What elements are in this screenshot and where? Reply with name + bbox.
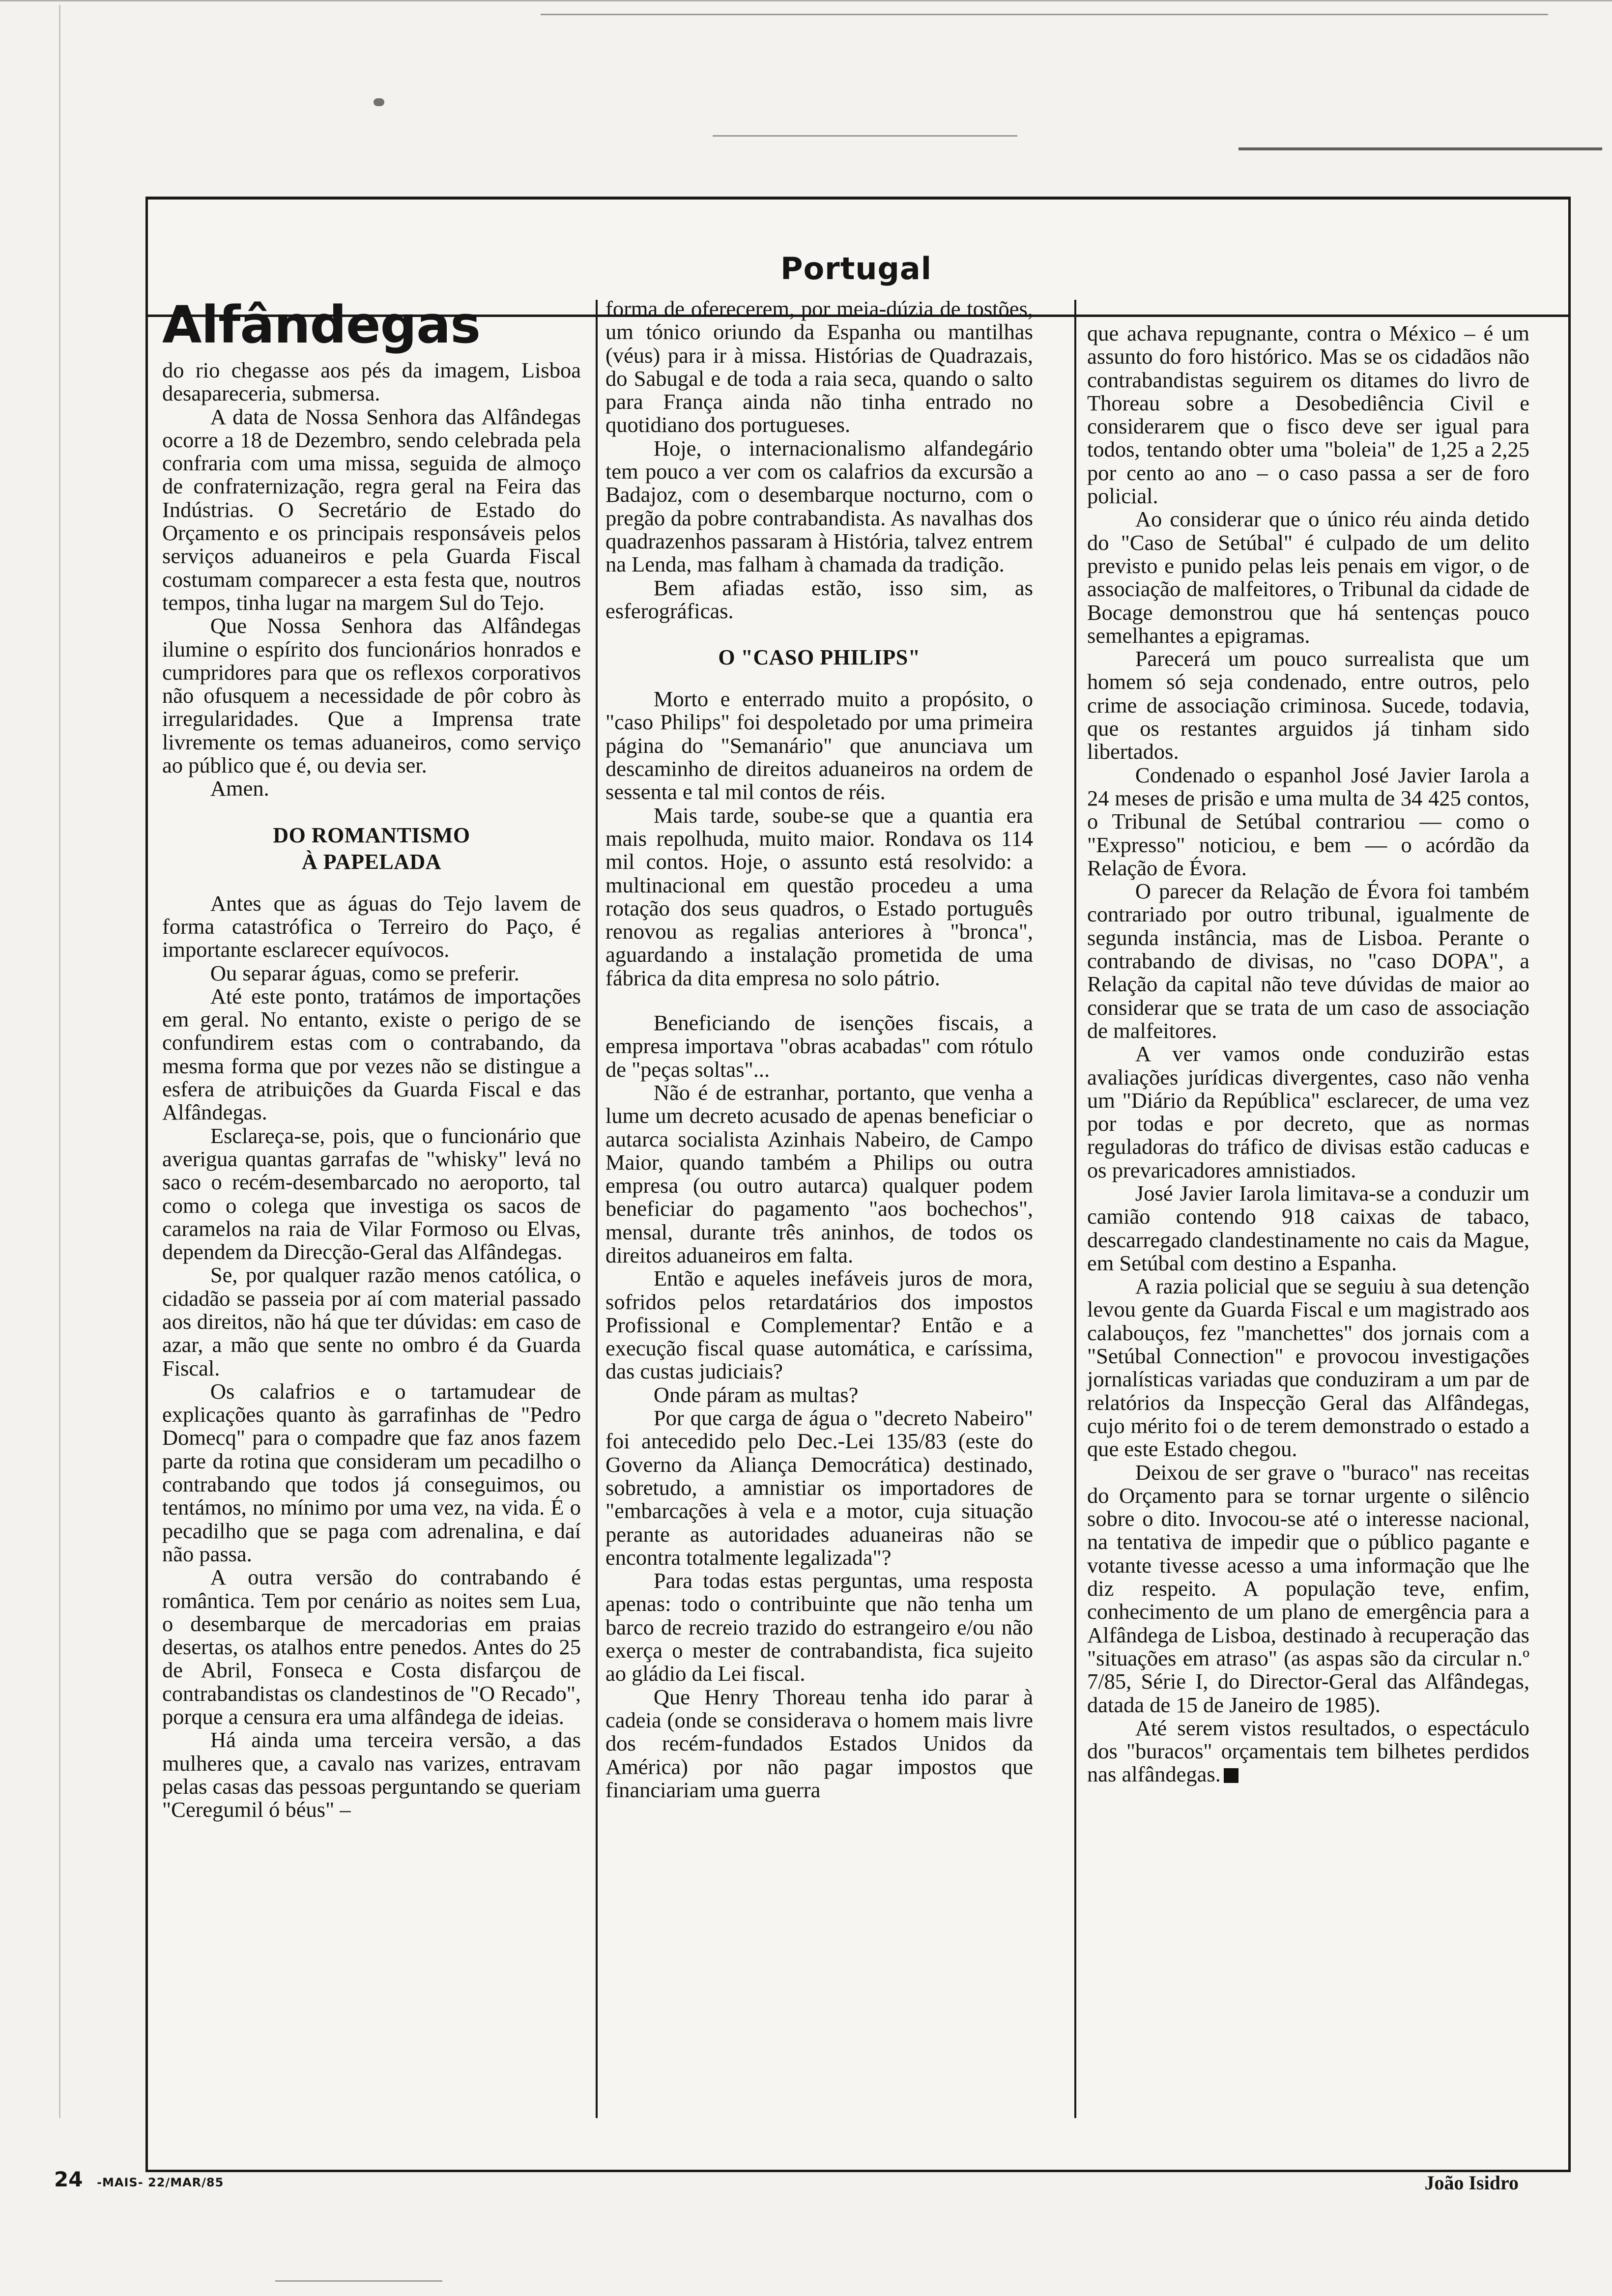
paragraph: Onde páram as multas? (653, 1382, 859, 1407)
scan-artifact (1238, 147, 1602, 150)
article-column-3 (1087, 322, 1529, 1786)
column-rule (1074, 300, 1076, 2118)
paragraph: Então e aqueles inefáveis juros de mora, sofridos pelos retardatários dos impostos Profissional e Complementar? Então e a execução fiscal quase automática, e caríssima, das custas judiciais? (605, 1266, 1033, 1384)
paragraph: Morto e enterrado muito a propósito, o "caso Philips" foi despoletado por uma primeira página do "Semanário" que anunciava um descaminho de direitos aduaneiros na ordem de sessenta e tal mil contos de réis. (605, 687, 1033, 804)
paragraph: O parecer da Relação de Évora foi também contrariado por outro tribunal, igualmente de segunda instância, mas de Lisboa. Perante o contrabando de divisas, no "caso DOPA", a Relação da capital não teve dúvidas de maior ao considerar que se trata de um caso de associação de malfeitores. (1087, 879, 1529, 1043)
subheading-line: DO ROMANTISMO (273, 823, 470, 847)
subheading-line: À PAPELADA (301, 849, 442, 874)
paragraph: A outra versão do contrabando é romântica. Tem por cenário as noites sem Lua, o desembarque de mercadorias em praias desertas, os atalhos entre penedos. Antes do 25 de Abril, Fonseca e Costa disfarçou de contrabandistas os clandestinos de "O Recado", porque a censura era uma alfândega de ideias. (162, 1565, 581, 1729)
paragraph: Antes que as águas do Tejo lavem de forma catastrófica o Terreiro do Paço, é importante esclarecer equívocos. (162, 890, 581, 962)
paragraph: do rio chegasse aos pés da imagem, Lisboa desapareceria, submersa. (162, 358, 581, 406)
scan-artifact (59, 5, 60, 2118)
paragraph: A data de Nossa Senhora das Alfândegas ocorre a 18 de Dezembro, sendo celebrada pela confraria com uma missa, seguida de almoço de confraternização, regra geral na Feira das Indústrias. O Secretário de Estado do Orçamento e os principais responsáveis pelos serviços aduaneiros e pela Guarda Fiscal costumam comparecer a esta festa que, noutros tempos, tinha lugar na margem Sul do Tejo. (162, 404, 581, 615)
paragraph: forma de oferecerem, por meia-dúzia de tostões, um tónico oriundo da Espanha ou mantilhas (véus) para ir à missa. Histórias de Quadrazais, do Sabugal e de toda a raia seca, quando o salto para França ainda não tinha entrado no quotidiano dos portugueses. (605, 296, 1033, 437)
paragraph: A ver vamos onde conduzirão estas avaliações jurídicas divergentes, caso não venha um "Diário da República" esclarecer, de uma vez por todas e por decreto, que as normas reguladoras do tráfico de divisas estão caducas e os prevaricadores amnistiados. (1087, 1041, 1529, 1182)
end-of-article-mark-icon (1224, 1768, 1238, 1783)
paragraph: José Javier Iarola limitava-se a conduzir um camião contendo 918 caixas de tabaco, descarregado clandestinamente no cais da Mague, em Setúbal com destino a Espanha. (1087, 1180, 1529, 1275)
paragraph: Deixou de ser grave o "buraco" nas receitas do Orçamento para se tornar urgente o silêncio sobre o dito. Invocou-se até o interesse nacional, na tentativa de impedir que o público pagante e votante tivesse acesso a uma informação que lhe diz respeito. A população teve, enfim, conhecimento de um plano de emergência para a Alfândega de Lisboa, destinado à recuperação das "situações em atraso" (as aspas são da circular n.º 7/85, Série I, do Director-Geral das Alfândegas, datada de 15 de Janeiro de 1985). (1087, 1460, 1529, 1717)
scan-artifact (275, 2280, 442, 2282)
article-column-2 (605, 297, 1033, 2121)
paragraph: Se, por qualquer razão menos católica, o cidadão se passeia por aí com material passado aos direitos, não há que ter dúvidas: em caso de azar, a mão que sente no ombro é da Guarda Fiscal. (162, 1263, 581, 1380)
paragraph: Os calafrios e o tartamudear de explicações quanto às garrafinhas de "Pedro Domecq" para o compadre que faz anos fazem parte da rotina que consideram um pecadilho o contrabando que todos já conseguimos, ou tentámos, no mínimo por uma vez, na vida. É o pecadilho que se paga com adrenalina, e daí não passa. (162, 1378, 581, 1566)
paragraph: Até este ponto, tratámos de importações em geral. No entanto, existe o perigo de se confundirem estas com o contrabando, da mesma forma que por vezes não se distingue a esfera de atribuições da Guarda Fiscal e das Alfândegas. (162, 983, 581, 1125)
paragraph: Que Henry Thoreau tenha ido parar à cadeia (onde se considerava o homem mais livre dos recém-fundados Estados Unidos da América) por não pagar impostos que financiariam uma guerra (605, 1684, 1033, 1802)
paragraph: Ou separar águas, como se preferir. (210, 960, 519, 985)
paragraph: Que Nossa Senhora das Alfândegas ilumine o espírito dos funcionários honrados e cumpridores para que os reflexos corporativos não ofusquem a necessidade de pôr cobro às irregularidades. Que a Imprensa trate livremente os temas aduaneiros, como serviço ao público que é, ou devia ser. (162, 613, 581, 778)
section-title: Portugal (780, 251, 932, 287)
paragraph: Para todas estas perguntas, uma resposta apenas: todo o contribuinte que não tenha um barco de recreio trazido do estrangeiro e/ou não exerça o mester de contrabandista, fica sujeito ao gládio da Lei fiscal. (605, 1568, 1033, 1686)
paragraph: Hoje, o internacionalismo alfandegário tem pouco a ver com os calafrios da excursão a Badajoz, com o desembarque nocturno, com o pregão da pobre contrabandista. As navalhas dos quadrazenhos passaram à História, talvez entrem na Lenda, mas falham à chamada da tradição. (605, 435, 1033, 577)
paragraph: Condenado o espanhol José Javier Iarola a 24 meses de prisão e uma multa de 34 425 contos, o Tribunal de Setúbal contrariou — como o "Expresso" noticiou, e bem — o acórdão da Relação de Évora. (1087, 762, 1529, 880)
paragraph: Por que carga de água o "decreto Nabeiro" foi antecedido pelo Dec.-Lei 135/83 (este do Governo da Aliança Democrática) destinado, sobretudo, a amnistiar os importadores de "embarcações à vela e a motor, cuja situação perante as autoridades aduaneiras não se encontra totalmente legalizada"? (605, 1406, 1033, 1570)
paragraph-text: Até serem vistos resultados, o espectáculo dos "buracos" orçamentais tem bilhetes perdidos nas alfândegas. (1087, 1715, 1529, 1787)
subheading: O "CASO PHILIPS" (718, 645, 921, 670)
paragraph: Não é de estranhar, portanto, que venha a lume um decreto acusado de apenas beneficiar o autarca socialista Azinhais Nabeiro, de Campo Maior, quando também a Philips ou outra empresa (ou outro autarca) qualquer podem beneficiar do pagamento "aos bochechos", mensal, durante três aninhos, de todos os direitos aduaneiros em falta. (605, 1080, 1033, 1267)
paragraph: Parecerá um pouco surrealista que um homem só seja condenado, entre outros, pelo crime de associação criminosa. Sucede, todavia, que os restantes arguidos já tinham sido libertados. (1087, 646, 1529, 764)
paragraph: Beneficiando de isenções fiscais, a empresa importava "obras acabadas" com rótulo de "peças soltas"... (605, 1010, 1033, 1082)
paragraph: Amen. (210, 776, 269, 801)
article-headline: Alfândegas (162, 295, 481, 355)
paragraph: Mais tarde, soube-se que a quantia era mais repolhuda, muito maior. Rondava os 114 mil contos. Hoje, o assunto está resolvido: a multinacional em questão procedeu a uma rotação dos seus quadros, o Estado português renovou as regalias anteriores à "bronca", aguardando a instalação prometida de uma fábrica da dita empresa no solo pátrio. (605, 803, 1033, 990)
paragraph: Ao considerar que o único réu ainda detido do "Caso de Setúbal" é culpado de um delito previsto e punido pelas leis penais em vigor, o de associação de malfeitores, o Tribunal da cidade de Bocage demonstrou que há sentenças pouco semelhantes a epigramas. (1087, 507, 1529, 648)
scan-artifact (541, 14, 1548, 15)
column-rule (596, 300, 598, 2118)
author-byline: João Isidro (1424, 2172, 1519, 2194)
spacer (605, 990, 1033, 1011)
scan-artifact (713, 135, 1017, 137)
article-column-1 (162, 359, 581, 1822)
scan-artifact (374, 98, 384, 106)
paragraph: que achava repugnante, contra o México – é um assunto do foro histórico. Mas se os cidadãos não contrabandistas seguirem os ditames do livro de Thoreau sobre a Desobediência Civil e considerarem que o fisco deve ser igual para todos, tentando obter uma "boleia" de 1,25 a 2,25 por cento ao ano – o caso passa a ser de foro policial. (1087, 321, 1529, 509)
subheading (162, 822, 581, 875)
paragraph: Esclareça-se, pois, que o funcionário que averigua quantas garrafas de "whisky" levá no saco o recém-desembarcado no aeroporto, tal como o colega que investiga os sacos de caramelos na raia de Vilar Formoso ou Elvas, dependem da Direcção-Geral das Alfândegas. (162, 1123, 581, 1264)
paragraph: A razia policial que se seguiu à sua detenção levou gente da Guarda Fiscal e um magistrado aos calabouços, fez "manchettes" dos jornais com a "Setúbal Connection" e provocou investigações jornalísticas variadas que conduziram a um par de relatórios da Inspecção Geral das Alfândegas, cujo mérito foi o de terem demonstrado o estado a que este Estado chegou. (1087, 1274, 1529, 1462)
closing-paragraph (1087, 1717, 1529, 1786)
paragraph: Bem afiadas estão, isso sim, as esferográficas. (605, 575, 1033, 623)
page-footer (54, 2167, 224, 2191)
paragraph: Há ainda uma terceira versão, a das mulheres que, a cavalo nas varizes, entravam pelas casas das pessoas perguntando se queriam "Ceregumil ó béus" – (162, 1727, 581, 1822)
publication-date: -MAIS- 22/MAR/85 (97, 2176, 224, 2189)
scan-artifact (0, 0, 1612, 1)
page-number: 24 (54, 2167, 83, 2191)
